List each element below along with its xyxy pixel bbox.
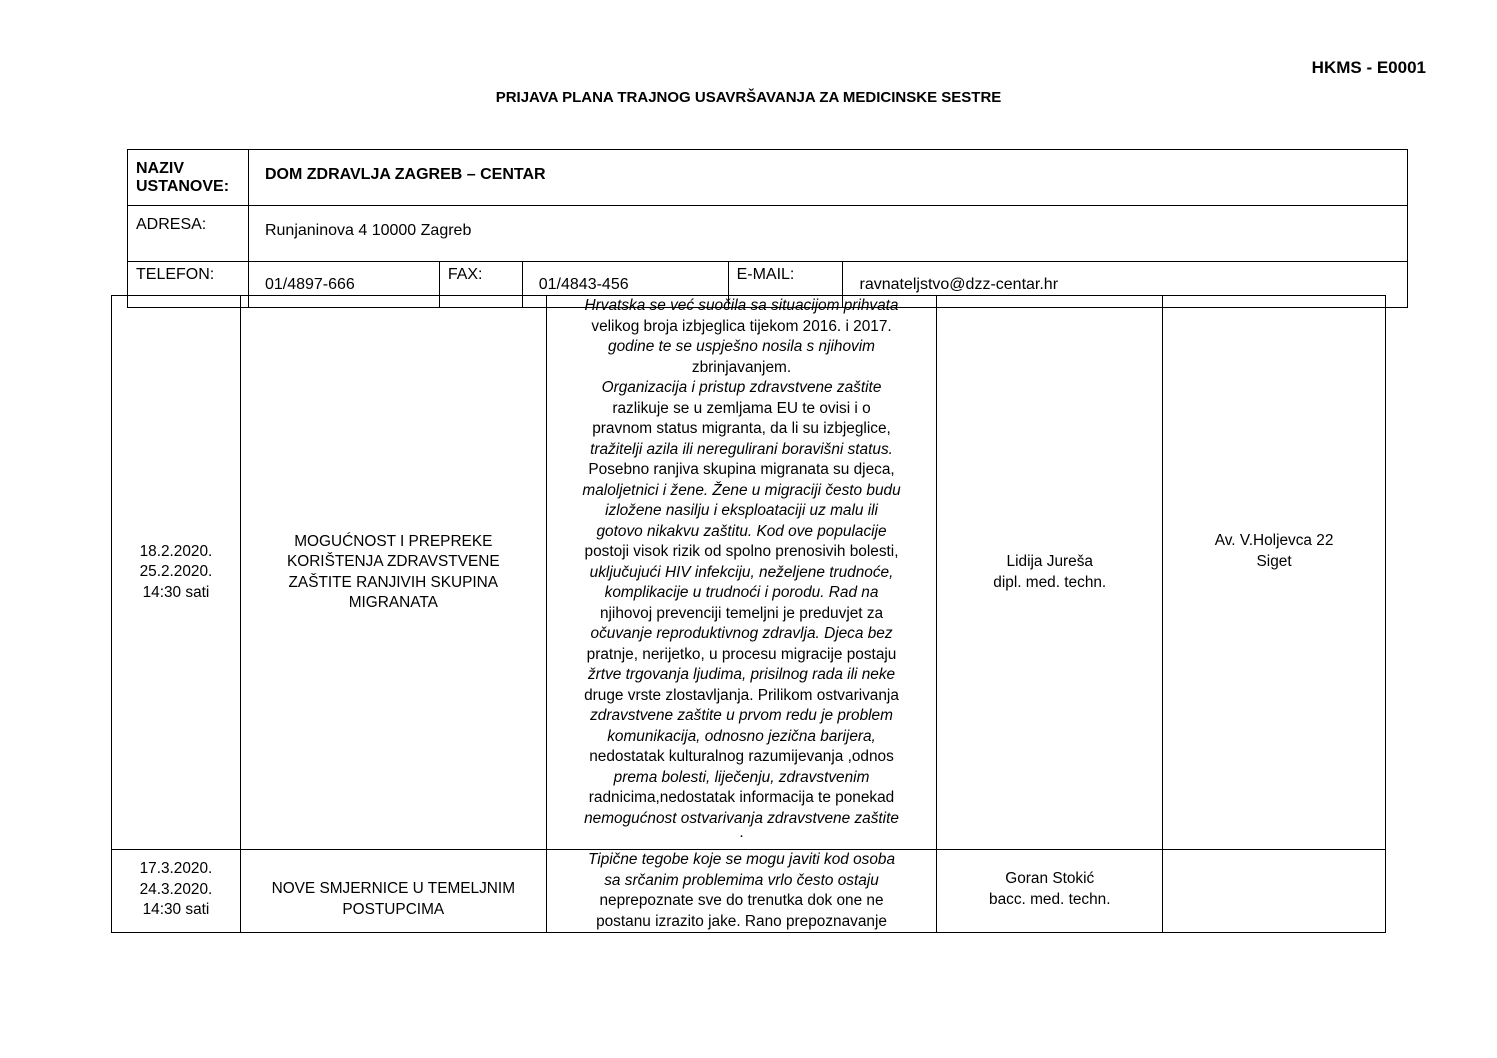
plan-topic: NOVE SMJERNICE U TEMELJNIM POSTUPCIMA (240, 850, 546, 933)
description-line: zbrinjavanjem. (691, 358, 792, 376)
description-line: žrtve trgovanja ljudima, prisilnog rada ili neke (587, 666, 896, 683)
phone-value: 01/4897-666 (248, 262, 439, 308)
plan-dates: 18.2.2020. 25.2.2020. 14:30 sati (112, 296, 241, 850)
description-line: gotovo nikakvu zaštitu. Kod ove populacije (596, 522, 887, 540)
document-title: PRIJAVA PLANA TRAJNOG USAVRŠAVANJA ZA MEDICINSKE SESTRE (495, 89, 1002, 106)
description-line: postanu izrazito jake. Rano prepoznavanje (596, 912, 887, 930)
description-line: njihovoj prevenciji temeljni je preduvjet za (599, 604, 884, 622)
plan-location: Av. V.Holjevca 22 Siget (1163, 296, 1386, 850)
description-line: prema bolesti, liječenju, zdravstvenim (613, 768, 870, 786)
plan-description (546, 296, 937, 850)
description-line: Hrvatska se već suočila sa situacijom prihvata (584, 297, 899, 314)
plan-location (1163, 850, 1386, 933)
description-line: tražitelji azila ili neregulirani boravišni status. (590, 440, 893, 458)
description-line: nemogućnost ostvarivanja zdravstvene zaštite (584, 809, 899, 827)
address-value: Runjaninova 4 10000 Zagreb (248, 206, 1407, 262)
description-line: zdravstvene zaštite u prvom redu je problem (590, 707, 893, 724)
description-line: . (739, 824, 744, 841)
plan-description (546, 850, 937, 933)
description-line: radnicima,nedostatak informacija te ponekad (588, 789, 895, 806)
description-line: uključujući HIV infekciju, neželjene trudnoće, (589, 563, 894, 581)
plan-lecturer: Lidija Jureša dipl. med. techn. (937, 296, 1163, 850)
institution-name-label: NAZIV USTANOVE: (128, 150, 249, 206)
description-line: pratnje, nerijetko, u procesu migracije postaju (586, 645, 897, 663)
description-line: pravnom status migranta, da li su izbjeglice, (592, 420, 891, 437)
plan-dates: 17.3.2020. 24.3.2020. 14:30 sati (112, 850, 241, 933)
phone-label: TELEFON: (128, 262, 249, 308)
education-plan-table (111, 295, 1386, 933)
description-line: komunikacija, odnosno jezična barijera, (607, 727, 876, 745)
plan-topic: MOGUĆNOST I PREPREKE KORIŠTENJA ZDRAVSTVENE ZAŠTITE RANJIVIH SKUPINA MIGRANATA (240, 296, 546, 850)
institution-name-value: DOM ZDRAVLJA ZAGREB – CENTAR (248, 150, 1407, 206)
description-line: Organizacija i pristup zdravstvene zaštite (601, 379, 882, 396)
description-line: druge vrste zlostavljanja. Prilikom ostvarivanja (584, 686, 899, 704)
description-line: Tipične tegobe koje se mogu javiti kod osoba (588, 851, 896, 868)
description-line: izložene nasilju i eksploataciji uz malu ili (605, 502, 878, 519)
institution-table (127, 149, 1408, 308)
email-label: E-MAIL: (728, 262, 843, 308)
description-line: razlikuje se u zemljama EU te ovisi i o (612, 399, 871, 417)
description-line: Posebno ranjiva skupina migranata su djeca, (588, 461, 895, 478)
description-line: neprepoznate sve do trenutka dok one ne (599, 892, 884, 909)
email-value: ravnateljstvo@dzz-centar.hr (843, 262, 1408, 308)
description-line: nedostatak kulturalnog razumijevanja ,odnos (589, 748, 894, 765)
fax-label: FAX: (439, 262, 522, 308)
description-line: postoji visok rizik od spolno prenosivih bolesti, (584, 543, 899, 560)
fax-value: 01/4843-456 (522, 262, 728, 308)
address-label: ADRESA: (128, 206, 249, 262)
form-code: HKMS - E0001 (1311, 58, 1426, 77)
description-line: maloljetnici i žene. Žene u migraciji često budu (582, 481, 901, 499)
description-line: očuvanje reproduktivnog zdravlja. Djeca bez (590, 625, 893, 642)
plan-row (112, 296, 1386, 850)
description-line: velikog broja izbjeglica tijekom 2016. i 2017. (591, 317, 892, 335)
description-line: godine te se uspješno nosila s njihovim (608, 338, 875, 355)
plan-row (112, 850, 1386, 933)
description-line: sa srčanim problemima vrlo često ostaju (604, 871, 879, 889)
description-line: komplikacije u trudnoći i porodu. Rad na (604, 584, 879, 601)
plan-lecturer: Goran Stokić bacc. med. techn. (937, 850, 1163, 933)
